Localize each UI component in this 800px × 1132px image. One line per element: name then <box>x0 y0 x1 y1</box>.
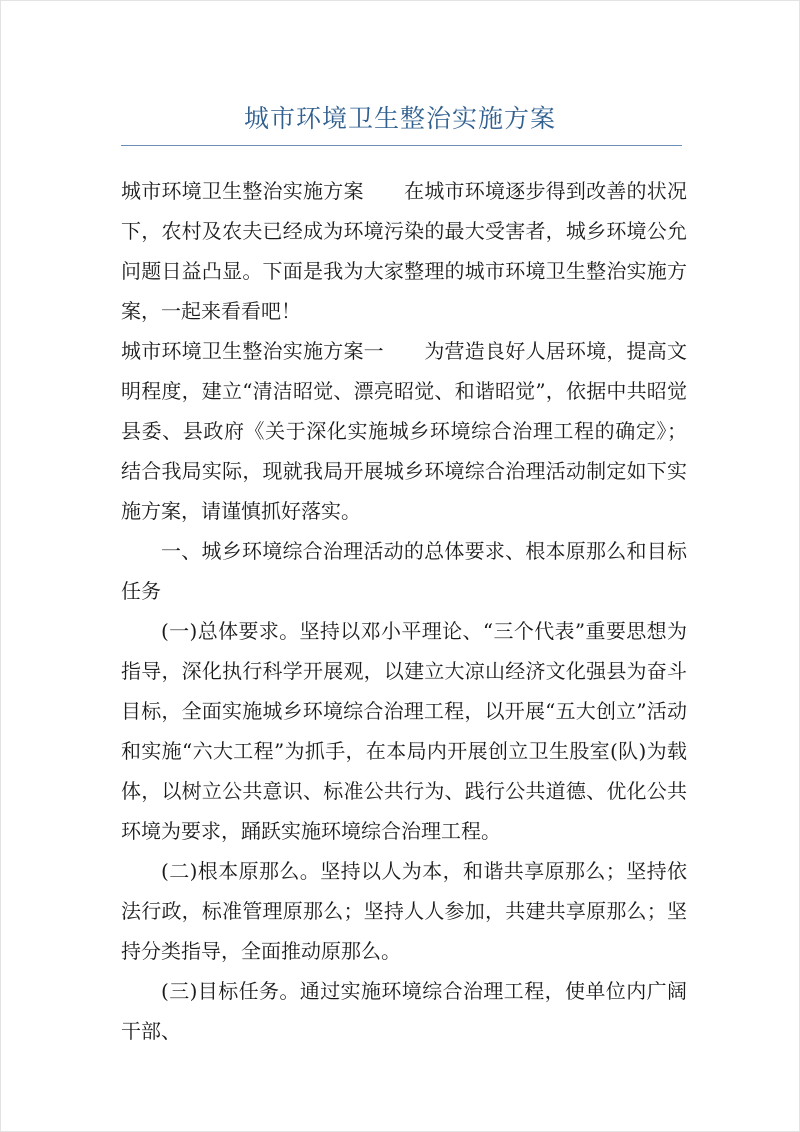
paragraph-section-heading: 一、城乡环境综合治理活动的总体要求、根本原那么和目标任务 <box>121 539 687 603</box>
document-title: 城市环境卫生整治实施方案 <box>243 104 556 133</box>
paragraph-plan-one: 城市环境卫生整治实施方案一 为营造良好人居环境，提高文明程度，建立“清洁昭觉、漂亮昭觉、和谐昭觉”，依据中共昭觉县委、县政府《关于深化实施城乡环境综合治理工程的确定》；结合我局实际，现就我局开展城乡环境综合治理活动制定如下实施方案，请谨慎抓好落实。 <box>121 339 687 523</box>
document-body <box>121 171 687 1051</box>
title-underline <box>121 145 682 146</box>
paragraph-general-requirements: (一)总体要求。坚持以邓小平理论、“三个代表”重要思想为指导，深化执行科学开展观，以建立大凉山经济文化强县为奋斗目标，全面实施城乡环境综合治理工程，以开展“五大创立”活动和实施“六大工程”为抓手，在本局内开展创立卫生股室(队)为载体，以树立公共意识、标准公共行为、践行公共道德、优化公共环境为要求，踊跃实施环境综合治理工程。 <box>121 619 687 843</box>
paragraph-basic-principles: (二)根本原那么。坚持以人为本，和谐共享原那么；坚持依法行政，标准管理原那么；坚持人人参加，共建共享原那么；坚持分类指导，全面推动原那么。 <box>121 859 687 963</box>
paragraph-target-tasks: (三)目标任务。通过实施环境综合治理工程，使单位内广阔干部、 <box>121 979 687 1043</box>
paragraph-intro: 城市环境卫生整治实施方案 在城市环境逐步得到改善的状况下，农村及农夫已经成为环境污染的最大受害者，城乡环境公允问题日益凸显。下面是我为大家整理的城市环境卫生整治实施方案，一起来看看吧！ <box>121 179 687 323</box>
